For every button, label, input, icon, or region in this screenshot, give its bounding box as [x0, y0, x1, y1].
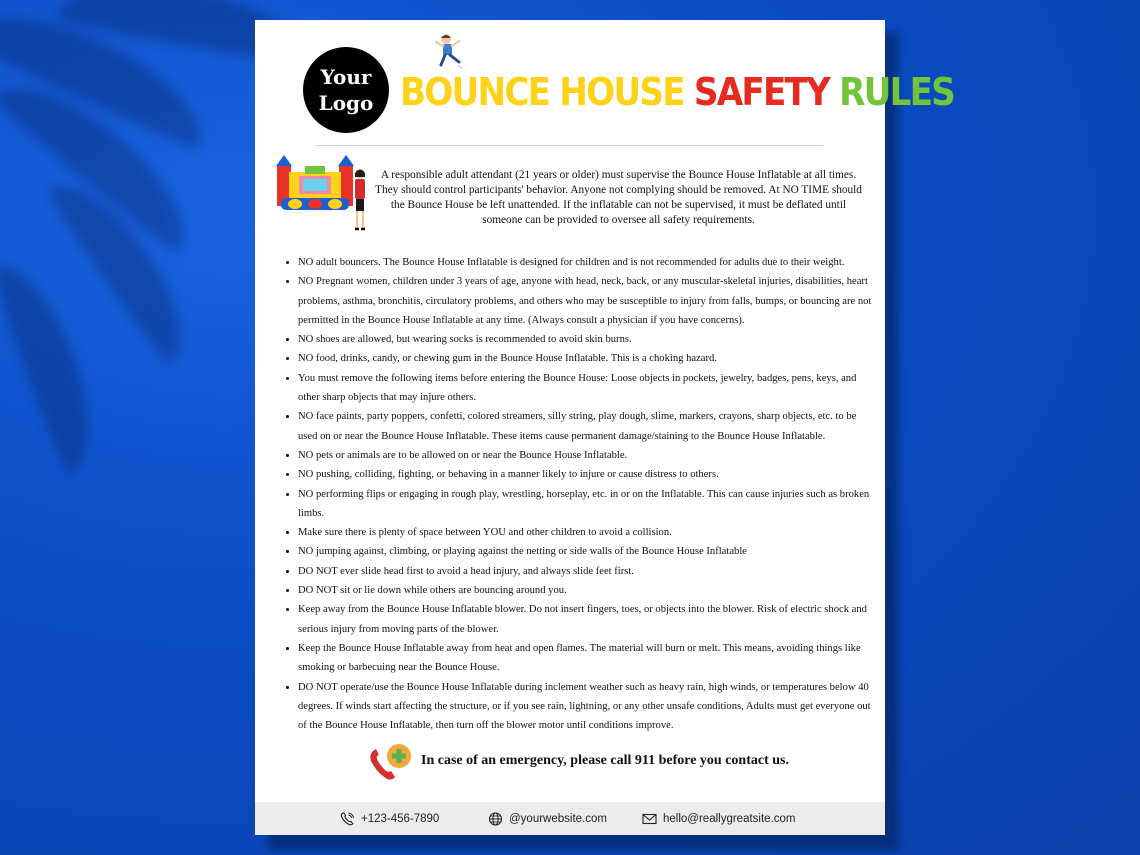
emergency-notice: [367, 743, 787, 783]
rule-item: • DO NOT ever slide head first to avoid a head injury, and always slide feet first.: [298, 562, 878, 581]
emergency-text: In case of an emergency, please call 911 before you contact us.: [421, 753, 789, 768]
title-part-safety: SAFETY: [693, 70, 840, 114]
logo-placeholder: [303, 47, 389, 133]
email-address: hello@reallygreatsite.com: [663, 813, 796, 825]
background-leaf: [0, 253, 111, 477]
title-part-rules: RULES: [839, 70, 955, 114]
bounce-castle-illustration: [275, 152, 355, 214]
rule-item: • NO pushing, colliding, fighting, or behaving in a manner likely to injure or cause distress to others.: [298, 465, 878, 484]
rule-item: • You must remove the following items before entering the Bounce House: Loose objects in pockets, jewelry, badges, pens, keys, and other sharp objects that may injure others.: [298, 369, 878, 408]
website-address: @yourwebsite.com: [509, 813, 607, 825]
globe-icon: [488, 812, 503, 826]
supervisor-illustration: [351, 168, 369, 234]
footer-phone[interactable]: [340, 812, 439, 826]
safety-rules-list: [283, 253, 878, 735]
intro-paragraph: A responsible adult attendant (21 years or older) must supervise the Bounce House Inflatable at all times. They should control participants' behavior. Anyone not complying should be removed. At NO TIME should the Bounce House be left unattended. If the inflatable can not be supervised, it must be deflated until someone can be provided to oversee all safety requirements.: [375, 169, 862, 226]
rule-item: • DO NOT operate/use the Bounce House Inflatable during inclement weather such as heavy rain, high winds, or temperatures below 40 degrees. If winds start affecting the structure, or if you see rain, lightning, or any other unsafe conditions, Adults must get everyone out of the Bounce House Inflatable, then turn off the blower motor until conditions improve.: [298, 678, 878, 736]
rule-item: • NO shoes are allowed, but wearing socks is recommended to avoid skin burns.: [298, 330, 878, 349]
footer-email[interactable]: [642, 812, 795, 826]
logo-text-line1: Your: [320, 65, 372, 89]
mail-icon: [642, 812, 657, 826]
logo-text-line2: Logo: [318, 91, 374, 115]
rule-item: • NO Pregnant women, children under 3 years of age, anyone with head, neck, back, or any muscular-skeletal injuries, disabilities, heart problems, asthma, bronchitis, circulatory problems, and others who may be susceptible to injury from falls, bumps, or bouncing are not permitted in the Bounce House Inflatable at any time. (Always consult a physician if you have concerns).: [298, 272, 878, 330]
footer-website[interactable]: [488, 812, 607, 826]
title-divider: [315, 145, 823, 146]
phone-number: +123-456-7890: [361, 813, 440, 825]
rule-item: • Keep the Bounce House Inflatable away from heat and open flames. The material will burn or melt. This means, avoiding things like smoking or barbecuing near the Bounce House.: [298, 639, 878, 678]
phone-icon: [340, 812, 355, 826]
rule-item: • NO jumping against, climbing, or playing against the netting or side walls of the Bounce House Inflatable: [298, 542, 878, 561]
rule-item: • Make sure there is plenty of space between YOU and other children to avoid a collision.: [298, 523, 878, 542]
rule-item: • NO performing flips or engaging in rough play, wrestling, horseplay, etc. in or on the Inflatable. This can cause injuries such as broken limbs.: [298, 485, 878, 524]
rule-item: • NO pets or animals are to be allowed on or near the Bounce House Inflatable.: [298, 446, 878, 465]
rule-item: • NO adult bouncers. The Bounce House Inflatable is designed for children and is not recommended for adults due to their weight.: [298, 253, 878, 272]
flyer-page: [255, 20, 955, 835]
contact-footer: [255, 802, 885, 835]
emergency-phone-icon: [367, 743, 415, 783]
rule-item: • NO face paints, party poppers, confetti, colored streamers, silly string, play dough, slime, markers, crayons, sharp objects, etc. to be used on or near the Bounce House Inflatable. These items cause permanent damage/staining to the Bounce House Inflatable.: [298, 407, 878, 446]
title-part-bounce-house: BOUNCE HOUSE: [400, 70, 694, 114]
page-title: [400, 66, 955, 118]
rule-item: • NO food, drinks, candy, or chewing gum in the Bounce House Inflatable. This is a choking hazard.: [298, 349, 878, 368]
rule-item: • Keep away from the Bounce House Inflatable blower. Do not insert fingers, toes, or objects into the blower. Risk of electric shock and serious injury from moving parts of the blower.: [298, 600, 878, 639]
rule-item: • DO NOT sit or lie down while others are bouncing around you.: [298, 581, 878, 600]
